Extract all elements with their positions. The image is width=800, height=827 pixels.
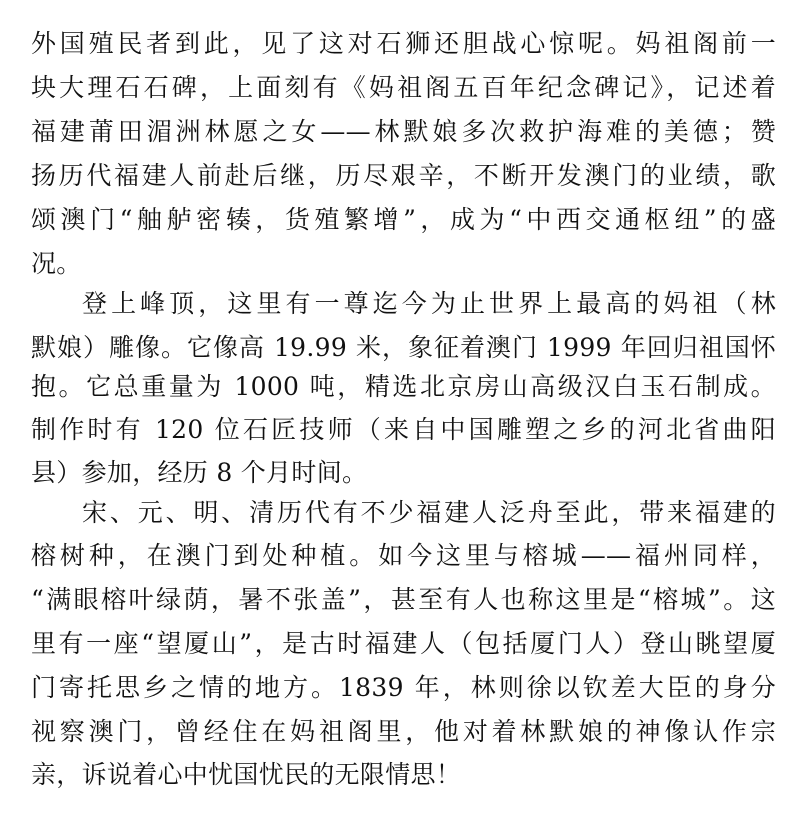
text-line: 宋、元、明、清历代有不少福建人泛舟至此，带来福建的 bbox=[82, 498, 776, 527]
text-line: 登上峰顶，这里有一尊迄今为止世界上最高的妈祖（林 bbox=[82, 289, 776, 318]
text-line: 门寄托思乡之情的地方。1839 年，林则徐以钦差大臣的身分 bbox=[31, 673, 776, 702]
text-line: 颂澳门“舳舻密辏，货殖繁增”，成为“中西交通枢纽”的盛 bbox=[31, 205, 776, 234]
text-line: 扬历代福建人前赴后继，历尽艰辛，不断开发澳门的业绩，歌 bbox=[31, 161, 776, 190]
text-line: 亲，诉说着心中忧国忧民的无限情思！ bbox=[31, 760, 462, 789]
text-line: 视察澳门，曾经住在妈祖阁里，他对着林默娘的神像认作宗 bbox=[31, 717, 776, 746]
text-line: 默娘）雕像。它像高 19.99 米，象征着澳门 1999 年回归祖国怀 bbox=[31, 333, 776, 362]
text-line: 福建莆田湄洲林愿之女——林默娘多次救护海难的美德；赞 bbox=[31, 117, 776, 146]
text-line: 榕树种，在澳门到处种植。如今这里与榕城——福州同样， bbox=[31, 541, 776, 570]
text-line: 况。 bbox=[31, 249, 82, 278]
text-line: 块大理石石碑，上面刻有《妈祖阁五百年纪念碑记》，记述着 bbox=[31, 73, 776, 102]
text-line: 抱。它总重量为 1000 吨，精选北京房山高级汉白玉石制成。 bbox=[31, 372, 776, 401]
text-line: 里有一座“望厦山”，是古时福建人（包括厦门人）登山眺望厦 bbox=[31, 629, 776, 658]
text-line: 县）参加，经历 8 个月时间。 bbox=[31, 458, 368, 487]
text-line: 外国殖民者到此，见了这对石狮还胆战心惊呢。妈祖阁前一 bbox=[31, 29, 776, 58]
text-line: 制作时有 120 位石匠技师（来自中国雕塑之乡的河北省曲阳 bbox=[31, 415, 776, 444]
text-line: “满眼榕叶绿荫，暑不张盖”，甚至有人也称这里是“榕城”。这 bbox=[31, 585, 776, 614]
